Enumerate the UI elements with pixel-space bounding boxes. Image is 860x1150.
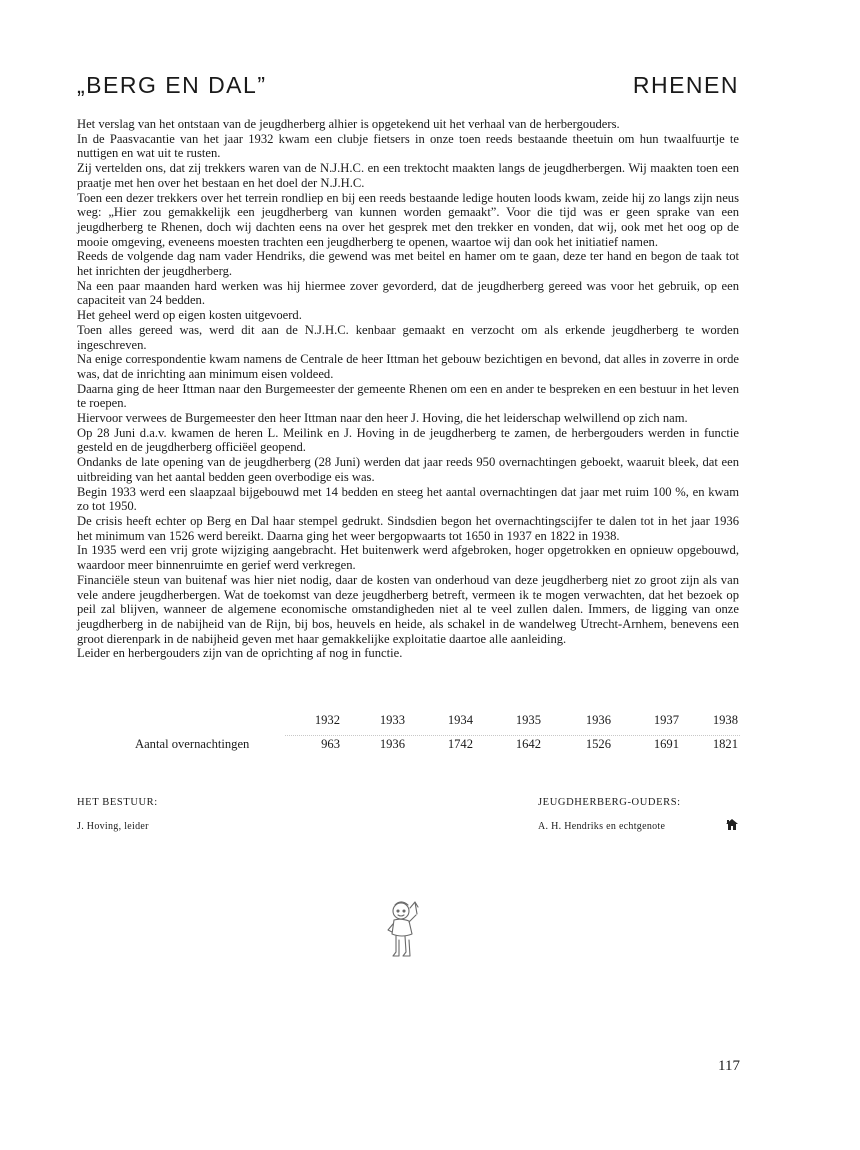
value-cell: 963: [321, 737, 340, 751]
article-body: [77, 117, 739, 661]
paragraph: Ondanks de late opening van de jeugdherberg (28 Juni) werden dat jaar reeds 950 overnachtingen geboekt, waaruit bleek, dat een uitbreiding van het aantal bedden geen overbodige eis was.: [77, 455, 739, 484]
paragraph: In de Paasvacantie van het jaar 1932 kwam een clubje fietsers in onze toen reeds bestaande theetuin om hun twaalfuurtje te nuttigen en wat uit te rusten.: [77, 131, 739, 161]
value-cell: 1526: [585, 737, 611, 751]
paragraph: Op 28 Juni d.a.v. kwamen de heren L. Meilink en J. Hoving in de jeugdherberg te zamen, de herbergouders werden in functie gesteld en de jeugdherberg officiëel geopend.: [77, 425, 739, 455]
year-cell: 1938: [712, 713, 738, 727]
page-header: [77, 72, 739, 106]
paragraph: De crisis heeft echter op Berg en Dal haar stempel gedrukt. Sindsdien begon het overnachtingscijfer te dalen tot in het jaar 1936 het minimum van 1526 werd bereikt. Daarna ging het weer bergopwaarts tot 1650 in 1937 en 1822 in 1938.: [77, 513, 739, 543]
paragraph: Zij vertelden ons, dat zij trekkers waren van de N.J.H.C. en een trektocht maakten langs de jeugdherbergen. Wij maakten toen een praatje met hen over het bestaan en het doel der N.J.H.C.: [77, 161, 739, 190]
overnight-stats-table: [135, 713, 740, 761]
location-heading: RHENEN: [632, 72, 739, 98]
row-separator: [285, 735, 740, 736]
paragraph: Financiële steun van buitenaf was hier niet nodig, daar de kosten van onderhoud van deze jeugdherberg niet zo groot zijn als van vele andere jeugdherbergen. Wat de toekomst van deze jeugdherberg betreft, vermeen ik te mogen verwachten, dat het bezoek op peil zal blijven, wanneer de algemene economische omstandigheden niet al te veel zullen dalen. Immers, de ligging van onze jeugdherberg in de nabijheid van de Rijn, bij bos, heuvels en heide, als schakel in de wandelweg Utrecht-Arnhem, benevens een groot dierenpark in de nabijheid geven met haar gemakkelijke exploitatie daartoe alle aanleiding.: [77, 572, 739, 646]
paragraph: Reeds de volgende dag nam vader Hendriks, die gewend was met beitel en hamer om te gaan, deze ter hand en begon de taak tot het inrichten der jeugdherberg.: [77, 249, 739, 279]
paragraph: Begin 1933 werd een slaapzaal bijgebouwd met 14 bedden en steeg het aantal overnachtingen dat jaar met ruim 100 %, en kwam zo tot 1950.: [77, 484, 739, 514]
paragraph: Na een paar maanden hard werken was hij hiermee zover gevorderd, dat de jeugdherberg gereed was voor het gebruik, op een capaciteit van 24 bedden.: [77, 278, 739, 308]
paragraph: Na enige correspondentie kwam namens de Centrale de heer Ittman het gebouw bezichtigen en bevond, dat alles in zoverre in orde was, dat de inrichting aan minimum eisen voldeed.: [77, 352, 739, 381]
stats-year-row: [135, 713, 740, 737]
hiker-figure-icon: [384, 900, 428, 964]
value-cell: 1936: [379, 737, 405, 751]
page-number: 117: [718, 1058, 740, 1074]
paragraph: Daarna ging de heer Ittman naar den Burgemeester der gemeente Rhenen om een en ander te bespreken en een bestuur in het leven te roepen.: [77, 381, 739, 411]
year-cell: 1934: [447, 713, 473, 727]
year-cell: 1933: [379, 713, 405, 727]
hostel-parents-heading: JEUGDHERBERG-OUDERS:: [538, 797, 681, 808]
house-icon: [725, 818, 739, 831]
board-heading: HET BESTUUR:: [77, 797, 158, 808]
value-cell: 1821: [712, 737, 738, 751]
paragraph: Leider en herbergouders zijn van de oprichting af nog in functie.: [77, 646, 403, 661]
hostel-parents-name: A. H. Hendriks en echtgenote: [538, 821, 666, 832]
paragraph: In 1935 werd een vrij grote wijziging aangebracht. Het buitenwerk werd afgebroken, hoger opgetrokken en opnieuw opgebouwd, waardoor meer binnenruimte en gerief werd verkregen.: [77, 543, 739, 573]
value-cell: 1642: [515, 737, 541, 751]
paragraph: Toen een dezer trekkers over het terrein rondliep en bij een reeds bestaande ledige houten loods kwam, zeide hij zo langs zijn neus weg: „Hier zou gemakkelijk een jeugdherberg van kunnen worden gemaakt”. Voor die tijd was er geen sprake van een jeugdherberg te Rhenen, doch wij dachten eens na over het gesprek met den trekker en vonden, dat wij, ook met het oog op de mooie omgeving, eveneens moesten trachten een jeugdherberg te openen, waartoe wij dan ook het initiatief namen.: [77, 190, 739, 249]
value-cell: 1742: [447, 737, 473, 751]
paragraph: Hiervoor verwees de Burgemeester den heer Ittman naar den heer J. Hoving, die het leiderschap welwillend op zich nam.: [77, 411, 688, 426]
value-cell: 1691: [653, 737, 679, 751]
year-cell: 1932: [314, 713, 340, 727]
paragraph: Het verslag van het ontstaan van de jeugdherberg alhier is opgetekend uit het verhaal van de herbergouders.: [77, 117, 620, 131]
paragraph: Het geheel werd op eigen kosten uitgevoerd.: [77, 308, 302, 323]
year-cell: 1936: [585, 713, 611, 727]
board-member-name: J. Hoving, leider: [77, 821, 149, 832]
stats-row-label: Aantal overnachtingen: [135, 737, 250, 751]
hostel-name-heading: „BERG EN DAL”: [77, 72, 267, 98]
stats-value-row: [135, 737, 740, 761]
paragraph: Toen alles gereed was, werd dit aan de N.J.H.C. kenbaar gemaakt en verzocht om als erkende jeugdherberg te worden ingeschreven.: [77, 322, 739, 352]
year-cell: 1937: [653, 713, 679, 727]
year-cell: 1935: [515, 713, 541, 727]
